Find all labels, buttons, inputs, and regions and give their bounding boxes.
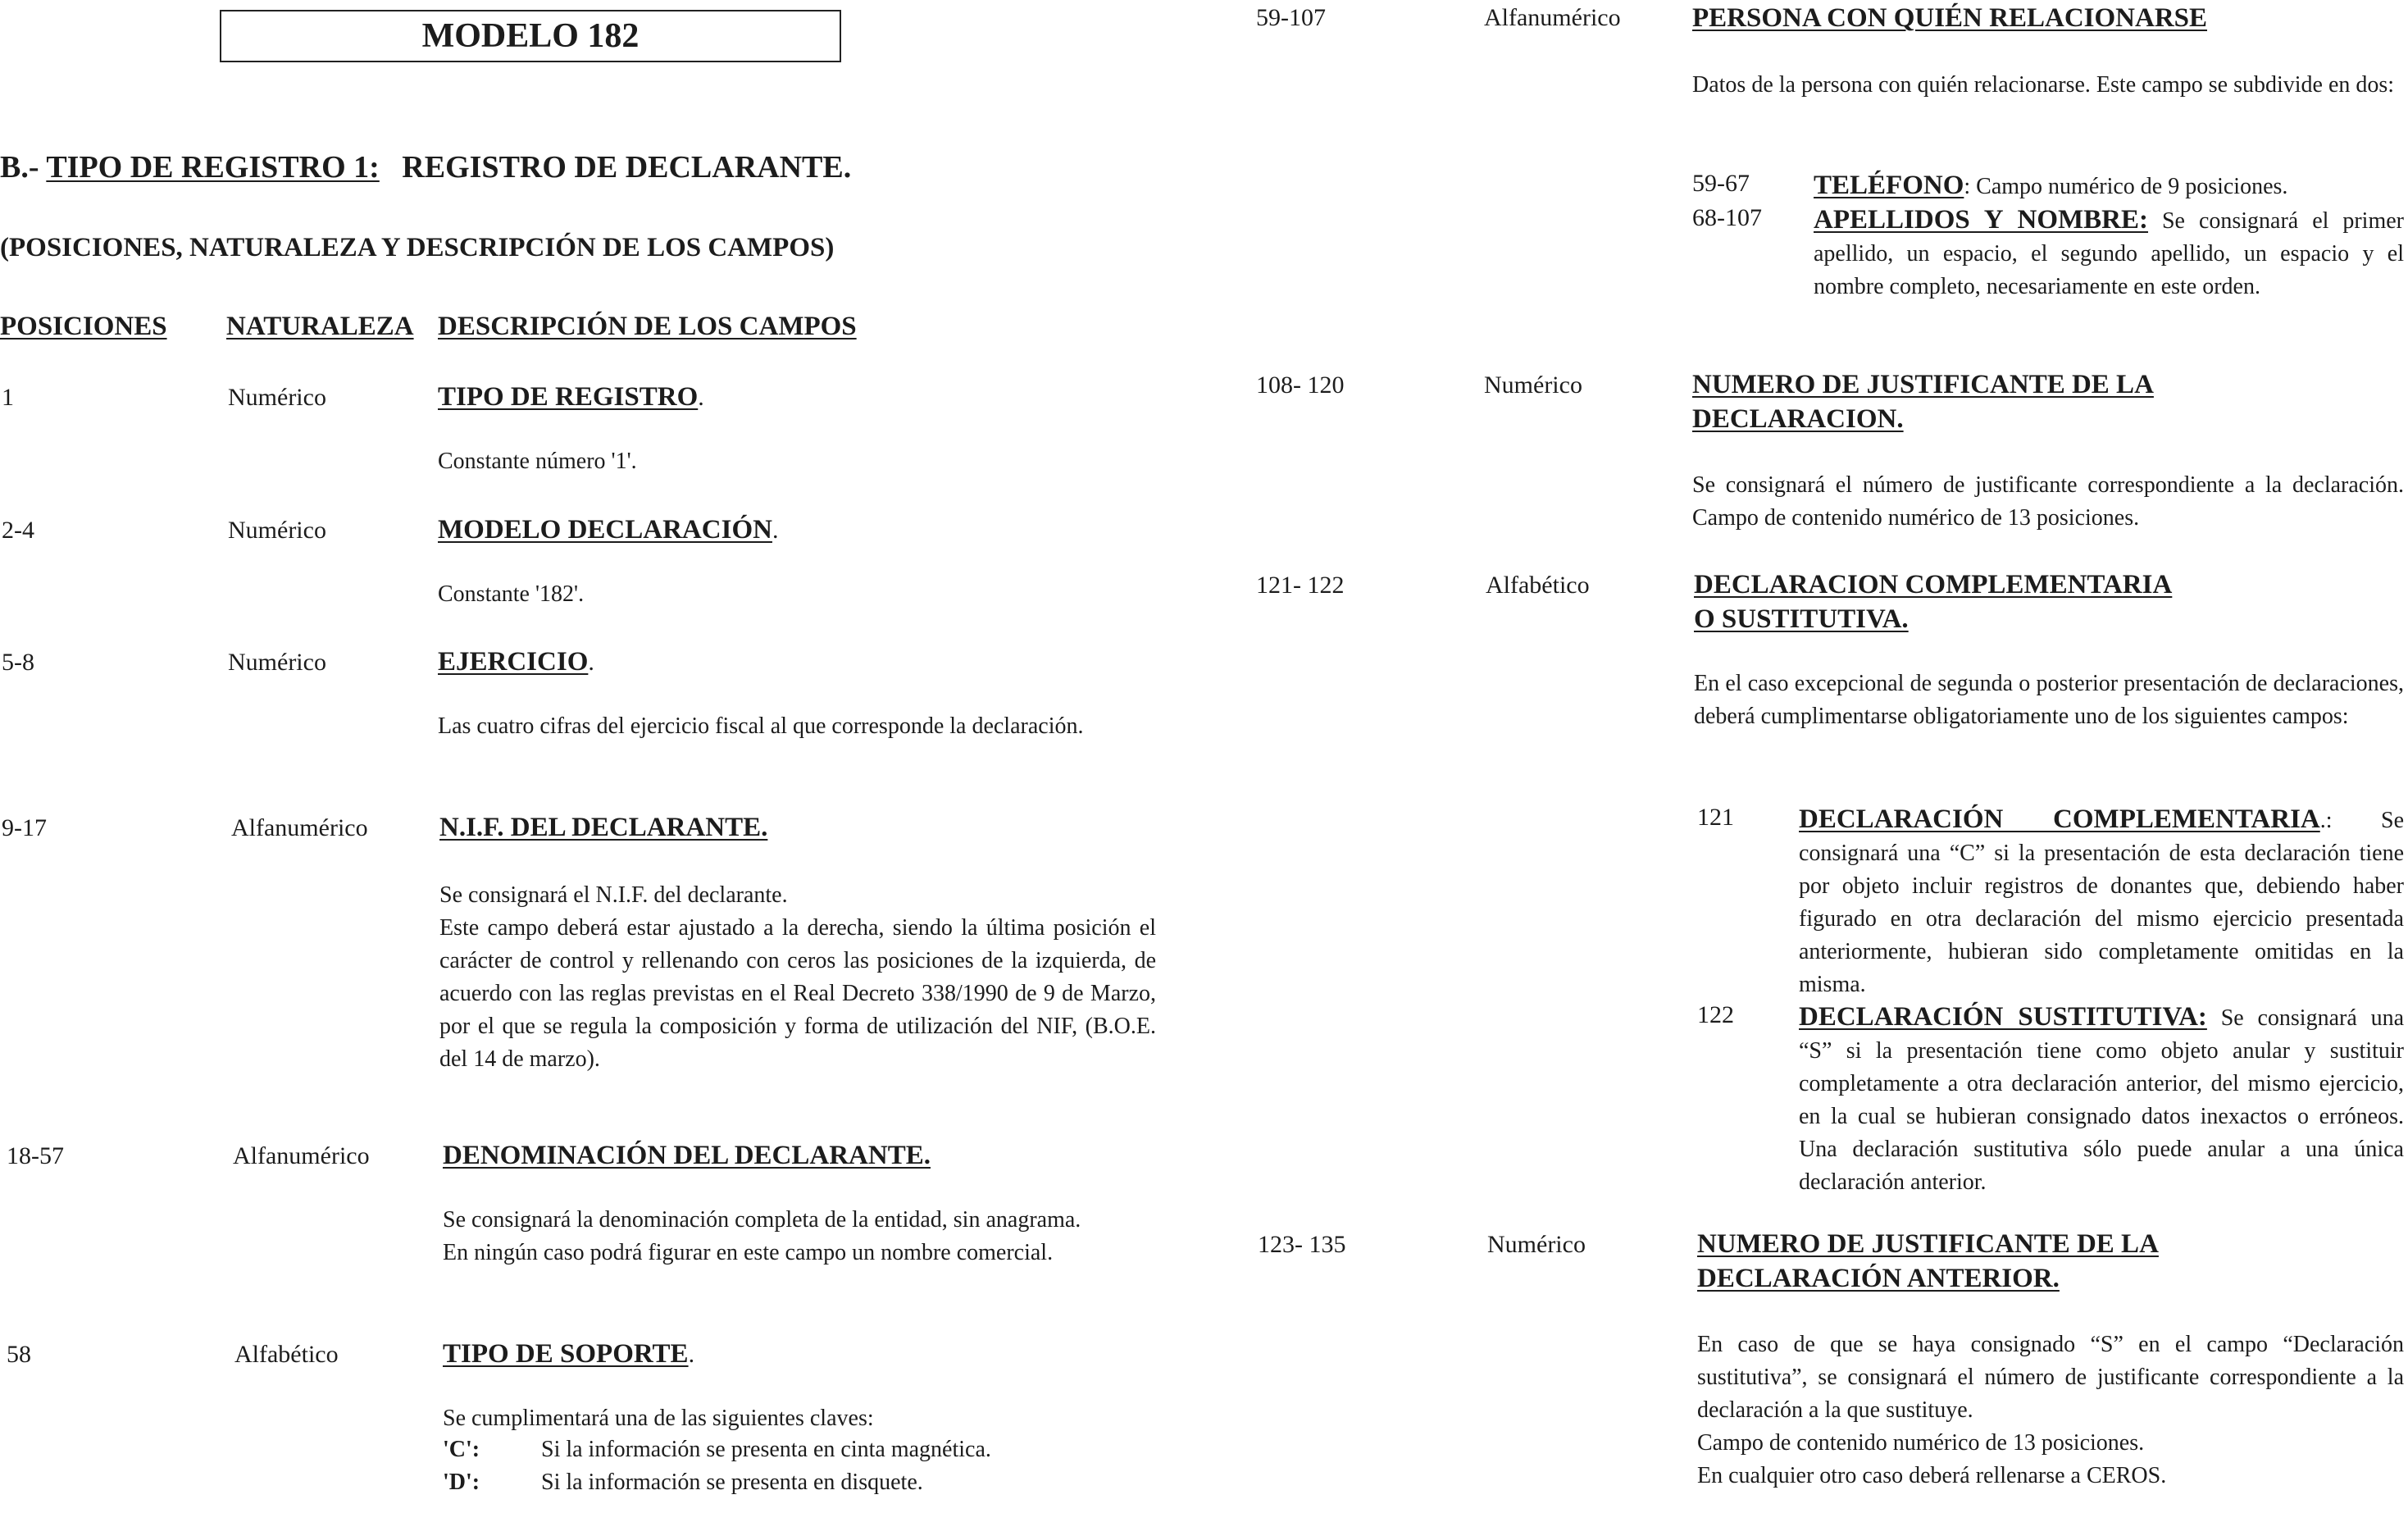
field-name-line2: DECLARACIÓN ANTERIOR. bbox=[1697, 1264, 2060, 1293]
field-nature: Alfabético bbox=[234, 1341, 339, 1368]
subfield-name: TELÉFONO bbox=[1814, 171, 1964, 200]
field-position: 58 bbox=[7, 1341, 31, 1368]
section-prefix: B.- bbox=[0, 150, 39, 185]
field-position: 9-17 bbox=[2, 814, 47, 841]
field-name: TIPO DE REGISTRO bbox=[438, 382, 699, 412]
section-heading bbox=[0, 148, 984, 187]
field-name-line2: DECLARACION. bbox=[1692, 404, 1904, 434]
field-heading bbox=[438, 644, 594, 680]
field-name: DENOMINACIÓN DEL DECLARANTE. bbox=[443, 1141, 931, 1170]
soporte-text: Si la información se presenta en disquete. bbox=[541, 1470, 923, 1495]
field-description: Constante número '1'. bbox=[438, 449, 637, 474]
field-nature: Alfabético bbox=[1486, 572, 1590, 599]
subfield-text bbox=[1799, 999, 2404, 1199]
section-type-name: REGISTRO DE DECLARANTE. bbox=[402, 150, 852, 185]
column-header-nature: NATURALEZA bbox=[226, 312, 414, 341]
field-heading bbox=[438, 512, 778, 548]
subfield-text bbox=[1799, 801, 2404, 1001]
subfield-position: 68-107 bbox=[1692, 204, 1762, 231]
subfield-tail: Se consignará una “S” si la presentación tiene como objeto anular y sustituir completamente a otra declaración anterior, del mismo ejercicio, en la cual se hubieran consignado datos inexactos o erróneos. Una declaración sustitutiva sólo puede anular a una única declaración anterior. bbox=[1799, 1005, 2404, 1195]
field-position: 5-8 bbox=[2, 649, 34, 676]
field-nature: Numérico bbox=[1487, 1231, 1586, 1258]
field-position: 123- 135 bbox=[1258, 1231, 1346, 1258]
field-description: Datos de la persona con quién relacionarse. Este campo se subdivide en dos: bbox=[1692, 72, 2395, 98]
field-description: Se consignará el N.I.F. del declarante. Este campo deberá estar ajustado a la derecha, siendo la última posición el carácter de control y rellenando con ceros las posiciones de la izquierda, de acuerdo con las reglas previstas en el Real Decreto 338/1990 de 9 de Marzo, por el que se regula la composición y forma de utilización del NIF, (B.O.E. del 14 de marzo). bbox=[439, 882, 1156, 1072]
field-heading bbox=[438, 379, 704, 415]
subfield-text bbox=[1814, 167, 2404, 203]
field-name: N.I.F. DEL DECLARANTE. bbox=[439, 813, 768, 842]
field-description: Las cuatro cifras del ejercicio fiscal al que corresponde la declaración. bbox=[438, 713, 1084, 739]
page-title: MODELO 182 bbox=[220, 10, 841, 62]
field-name: EJERCICIO bbox=[438, 647, 589, 677]
field-name-suffix: . bbox=[698, 384, 704, 411]
field-name-suffix: . bbox=[772, 517, 779, 544]
field-nature: Alfanumérico bbox=[231, 814, 368, 841]
field-heading bbox=[443, 1137, 931, 1173]
field-name: PERSONA CON QUIÉN RELACIONARSE bbox=[1692, 3, 2208, 33]
subfield-name: APELLIDOS Y NOMBRE: bbox=[1814, 205, 2149, 235]
subfield-position: 122 bbox=[1697, 1001, 1734, 1028]
field-position: 18-57 bbox=[7, 1142, 64, 1169]
field-heading bbox=[443, 1336, 694, 1372]
field-description: Se consignará el número de justificante correspondiente a la declaración. Campo de contenido numérico de 13 posiciones. bbox=[1692, 472, 2404, 531]
column-header-positions: POSICIONES bbox=[0, 312, 167, 341]
soporte-text: Si la información se presenta en cinta magnética. bbox=[541, 1437, 991, 1462]
field-nature: Numérico bbox=[228, 649, 326, 676]
section-type-label: TIPO DE REGISTRO 1: bbox=[46, 150, 380, 185]
field-position: 1 bbox=[2, 384, 14, 411]
soporte-code: 'C': bbox=[443, 1437, 480, 1462]
field-name: TIPO DE SOPORTE bbox=[443, 1339, 689, 1369]
section-subtitle: (POSICIONES, NATURALEZA Y DESCRIPCIÓN DE LOS CAMPOS) bbox=[0, 233, 835, 262]
column-header-description: DESCRIPCIÓN DE LOS CAMPOS bbox=[438, 312, 857, 341]
field-heading bbox=[439, 809, 767, 845]
field-name-suffix: . bbox=[588, 649, 594, 676]
field-description: Constante '182'. bbox=[438, 581, 585, 607]
field-name-line2: O SUSTITUTIVA. bbox=[1694, 604, 1909, 634]
field-name: DECLARACION COMPLEMENTARIA bbox=[1694, 570, 2173, 599]
soporte-option bbox=[443, 1433, 1156, 1466]
field-nature: Numérico bbox=[228, 384, 326, 411]
field-nature: Numérico bbox=[1484, 371, 1582, 399]
field-position: 59-107 bbox=[1256, 4, 1326, 31]
field-nature: Alfanumérico bbox=[1484, 4, 1621, 31]
field-name: NUMERO DE JUSTIFICANTE DE LA bbox=[1692, 370, 2154, 399]
field-position: 121- 122 bbox=[1256, 572, 1345, 599]
field-description: En el caso excepcional de segunda o posterior presentación de declaraciones, deberá cumplimentarse obligatoriamente uno de los siguientes campos: bbox=[1694, 671, 2404, 729]
soporte-code: 'D': bbox=[443, 1470, 480, 1495]
subfield-position: 59-67 bbox=[1692, 170, 1750, 197]
subfield-text bbox=[1814, 202, 2404, 303]
field-description: Se cumplimentará una de las siguientes claves: bbox=[443, 1406, 874, 1431]
field-description: En caso de que se haya consignado “S” en el campo “Declaración sustitutiva”, se consignará el número de justificante correspondiente a la declaración a la que sustituye. Campo de contenido numérico de 13 posiciones. En cualquier otro caso deberá rellenarse a CEROS. bbox=[1697, 1332, 2404, 1488]
field-nature: Alfanumérico bbox=[233, 1142, 370, 1169]
field-nature: Numérico bbox=[228, 517, 326, 544]
field-name: MODELO DECLARACIÓN bbox=[438, 515, 772, 545]
subfield-name: DECLARACIÓN SUSTITUTIVA: bbox=[1799, 1002, 2207, 1032]
field-name-suffix: . bbox=[688, 1341, 695, 1368]
subfield-name: DECLARACIÓN COMPLEMENTARIA bbox=[1799, 804, 2320, 834]
subfield-tail: .: Se consignará una “C” si la presentación de esta declaración tiene por objeto incluir registros de donantes que, debiendo haber figurado en otra declaración del mismo ejercicio presentada anteriormente, hubieran sido completamente omitidas en la misma. bbox=[1799, 808, 2404, 997]
subfield-tail: : Campo numérico de 9 posiciones. bbox=[1964, 174, 2288, 199]
soporte-option bbox=[443, 1466, 1156, 1499]
field-description: Se consignará la denominación completa de la entidad, sin anagrama. En ningún caso podrá figurar en este campo un nombre comercial. bbox=[443, 1207, 1081, 1265]
subfield-tail: Se consignará el primer apellido, un espacio, el segundo apellido, un espacio y el nombre completo, necesariamente en este orden. bbox=[1814, 208, 2404, 299]
field-name: NUMERO DE JUSTIFICANTE DE LA bbox=[1697, 1229, 2159, 1259]
subfield-position: 121 bbox=[1697, 804, 1734, 831]
field-position: 2-4 bbox=[2, 517, 34, 544]
field-position: 108- 120 bbox=[1256, 371, 1345, 399]
